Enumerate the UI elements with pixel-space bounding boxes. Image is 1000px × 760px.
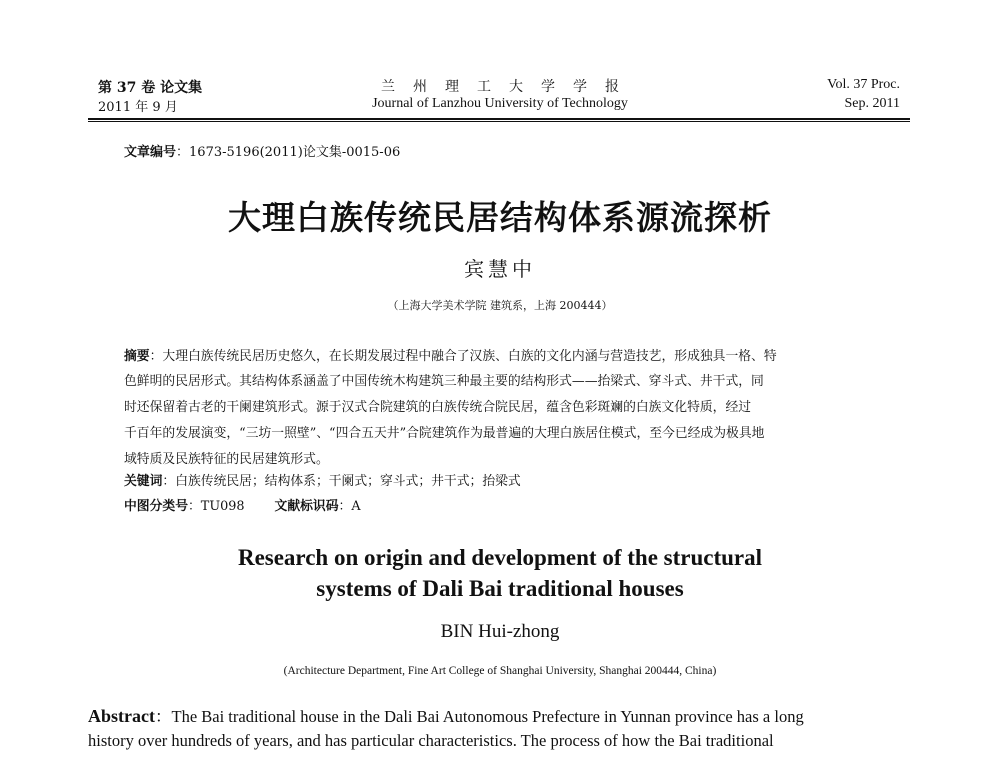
doc-code-label: 文献标识码 — [274, 499, 339, 514]
classification-line: 中图分类号：TU098 文献标识码：A — [124, 499, 361, 514]
journal-title-en: Journal of Lanzhou University of Technology — [372, 96, 628, 111]
date-cn: 2011 年 9 月 — [98, 100, 178, 115]
author-cn: 宾慧中 — [464, 257, 536, 281]
author-en: BIN Hui-zhong — [440, 621, 560, 642]
classification-label: 中图分类号 — [124, 499, 188, 514]
abstract-en-line: history over hundreds of years, and has particular characteristics. The process of how the Bai traditional — [88, 731, 774, 750]
paper-title-cn: 大理白族传统民居结构体系源流探析 — [228, 198, 772, 237]
doc-code-value: A — [351, 499, 361, 514]
volume-cn: 第 37 卷 论文集 — [98, 80, 203, 96]
abstract-en-line: Abstract：The Bai traditional house in the Dali Bai Autonomous Prefecture in Yunnan province has a long — [88, 706, 804, 726]
volume-en: Vol. 37 Proc. — [827, 77, 900, 92]
date-en: Sep. 2011 — [844, 96, 900, 111]
article-number-label: 文章编号 — [124, 145, 177, 160]
abstract-cn-label: 摘要 — [124, 349, 150, 364]
abstract-en-text: The Bai traditional house in the Dali Bai Autonomous Prefecture in Yunnan province has a long — [171, 707, 804, 726]
abstract-cn-line: 色鲜明的民居形式。其结构体系涵盖了中国传统木构建筑三种最主要的结构形式——抬梁式、穿斗式、井干式，同 — [124, 374, 764, 389]
paper-title-en-line2: systems of Dali Bai traditional houses — [316, 576, 684, 601]
abstract-cn-line: 时还保留着古老的干阑建筑形式。源于汉式合院建筑的白族传统合院民居，蕴含色彩斑斓的白族文化特质，经过 — [124, 400, 752, 415]
journal-title-cn: 兰州理工大学学报 — [381, 79, 637, 95]
affiliation-en: (Architecture Department, Fine Art College of Shanghai University, Shanghai 200444, China) — [283, 665, 717, 677]
classification-value: TU098 — [200, 499, 245, 514]
abstract-cn-line: 摘要：大理白族传统民居历史悠久，在长期发展过程中融合了汉族、白族的文化内涵与营造技艺，形成独具一格、特 — [124, 349, 777, 364]
abstract-cn-text: 大理白族传统民居历史悠久，在长期发展过程中融合了汉族、白族的文化内涵与营造技艺，形成独具一格、特 — [162, 349, 777, 364]
keywords-cn-value: 白族传统民居；结构体系；干阑式；穿斗式；井干式；抬梁式 — [175, 474, 521, 489]
abstract-cn-line: 千百年的发展演变，“三坊一照壁”、“四合五天井”合院建筑作为最普遍的大理白族居住模式，至今已经成为极具地 — [124, 426, 765, 441]
article-number: 文章编号：1673-5196(2011)论文集-0015-06 — [124, 145, 401, 160]
header-rule-thin — [88, 121, 910, 122]
article-number-value: 1673-5196(2011)论文集-0015-06 — [189, 145, 401, 160]
paper-title-en-line1: Research on origin and development of the structural — [237, 545, 763, 570]
keywords-cn-label: 关键词 — [124, 474, 163, 489]
header-rule-thick — [88, 118, 910, 120]
abstract-cn-line: 域特质及民族特征的民居建筑形式。 — [124, 452, 329, 467]
keywords-cn: 关键词：白族传统民居；结构体系；干阑式；穿斗式；井干式；抬梁式 — [124, 474, 521, 489]
affiliation-cn: （上海大学美术学院 建筑系，上海 200444） — [387, 299, 613, 312]
abstract-en-label: Abstract — [88, 706, 155, 726]
